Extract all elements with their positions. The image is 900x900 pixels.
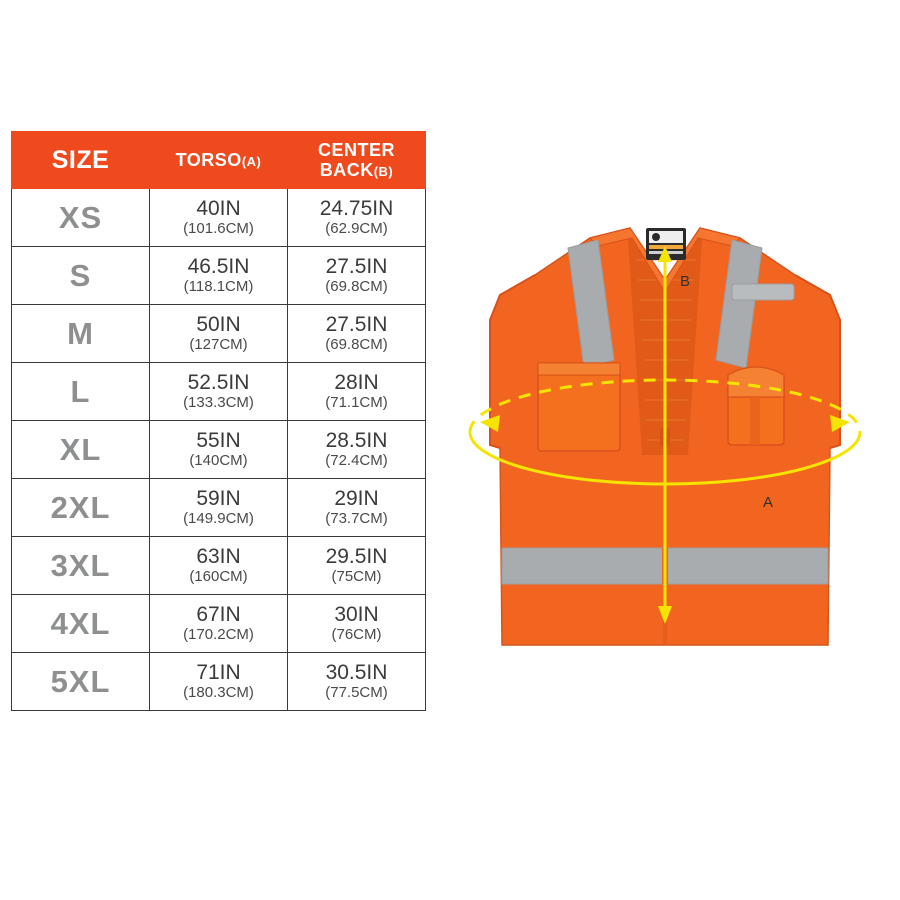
cell-size: L xyxy=(12,363,150,421)
cell-center-back xyxy=(288,421,426,479)
column-header-center-back-sub: (B) xyxy=(373,164,394,179)
cell-torso xyxy=(150,305,288,363)
table-header xyxy=(12,132,426,189)
cell-torso xyxy=(150,653,288,711)
cell-center-back xyxy=(288,305,426,363)
cell-center-back xyxy=(288,653,426,711)
cell-center-back-cm: (76CM) xyxy=(331,625,382,643)
cell-torso xyxy=(150,479,288,537)
mic-tab xyxy=(732,284,794,300)
cell-torso-inches: 50IN xyxy=(196,313,241,337)
cell-size: 3XL xyxy=(12,537,150,595)
cell-size: 5XL xyxy=(12,653,150,711)
cell-center-back-inches: 27.5IN xyxy=(325,255,388,279)
column-header-center-back xyxy=(288,132,426,189)
table-row xyxy=(12,537,426,595)
cell-center-back-inches: 24.75IN xyxy=(319,197,394,221)
cell-center-back xyxy=(288,595,426,653)
table-row xyxy=(12,421,426,479)
column-header-torso-sub: (A) xyxy=(241,153,262,169)
cell-torso-cm: (133.3CM) xyxy=(183,393,254,411)
table-row xyxy=(12,189,426,247)
cell-torso-cm: (140CM) xyxy=(189,451,248,469)
cell-center-back-cm: (71.1CM) xyxy=(325,393,388,411)
cell-size: 4XL xyxy=(12,595,150,653)
cell-center-back xyxy=(288,247,426,305)
table-body xyxy=(12,189,426,711)
cell-torso-cm: (149.9CM) xyxy=(183,509,254,527)
table-row xyxy=(12,653,426,711)
cell-center-back xyxy=(288,537,426,595)
cell-center-back-cm: (73.7CM) xyxy=(325,509,388,527)
column-header-center-back-line1: CENTER xyxy=(317,139,395,160)
cell-torso-inches: 59IN xyxy=(196,487,241,511)
cell-torso xyxy=(150,189,288,247)
column-header-torso xyxy=(150,132,288,189)
dimension-b-label: B xyxy=(680,273,691,290)
dimension-a-label: A xyxy=(763,494,774,511)
cell-torso-cm: (101.6CM) xyxy=(183,219,254,237)
cell-torso-inches: 71IN xyxy=(196,661,241,685)
cell-center-back xyxy=(288,363,426,421)
cell-center-back-inches: 29IN xyxy=(334,487,379,511)
cell-center-back-cm: (69.8CM) xyxy=(325,277,388,295)
cell-torso-inches: 67IN xyxy=(196,603,241,627)
cell-torso-inches: 40IN xyxy=(196,197,241,221)
table-row xyxy=(12,247,426,305)
right-radio-pocket xyxy=(728,367,784,445)
cell-center-back-cm: (72.4CM) xyxy=(325,451,388,469)
cell-torso-cm: (180.3CM) xyxy=(183,683,254,701)
cell-center-back-inches: 27.5IN xyxy=(325,313,388,337)
cell-torso-cm: (160CM) xyxy=(189,567,248,585)
column-header-center-back-line2: BACK xyxy=(319,160,374,180)
column-header-size: SIZE xyxy=(12,132,150,189)
cell-center-back-cm: (62.9CM) xyxy=(325,219,388,237)
cell-size: M xyxy=(12,305,150,363)
table-row xyxy=(12,595,426,653)
cell-torso xyxy=(150,247,288,305)
cell-size: S xyxy=(12,247,150,305)
table-row xyxy=(12,363,426,421)
cell-torso-inches: 63IN xyxy=(196,545,241,569)
table-row xyxy=(12,479,426,537)
cell-torso xyxy=(150,595,288,653)
cell-torso-cm: (118.1CM) xyxy=(183,277,254,295)
cell-torso xyxy=(150,537,288,595)
cell-torso xyxy=(150,421,288,479)
cell-center-back-inches: 30IN xyxy=(334,603,379,627)
table-row xyxy=(12,305,426,363)
cell-center-back-cm: (75CM) xyxy=(331,567,382,585)
cell-torso-cm: (170.2CM) xyxy=(183,625,254,643)
cell-torso-inches: 55IN xyxy=(196,429,241,453)
size-chart-table xyxy=(11,131,426,711)
cell-center-back-cm: (69.8CM) xyxy=(325,335,388,353)
left-chest-pocket xyxy=(538,363,620,451)
cell-size: XL xyxy=(12,421,150,479)
cell-torso-inches: 52.5IN xyxy=(187,371,250,395)
cell-center-back-cm: (77.5CM) xyxy=(325,683,388,701)
cell-center-back xyxy=(288,189,426,247)
cell-size: 2XL xyxy=(12,479,150,537)
cell-center-back-inches: 28.5IN xyxy=(325,429,388,453)
vest-illustration xyxy=(440,200,890,680)
cell-center-back-inches: 29.5IN xyxy=(325,545,388,569)
cell-torso-inches: 46.5IN xyxy=(187,255,250,279)
column-header-torso-label: TORSO xyxy=(175,149,242,170)
cell-size: XS xyxy=(12,189,150,247)
table-header-row xyxy=(12,132,426,189)
cell-torso xyxy=(150,363,288,421)
cell-center-back xyxy=(288,479,426,537)
cell-center-back-inches: 30.5IN xyxy=(325,661,388,685)
cell-center-back-inches: 28IN xyxy=(334,371,379,395)
cell-torso-cm: (127CM) xyxy=(189,335,248,353)
